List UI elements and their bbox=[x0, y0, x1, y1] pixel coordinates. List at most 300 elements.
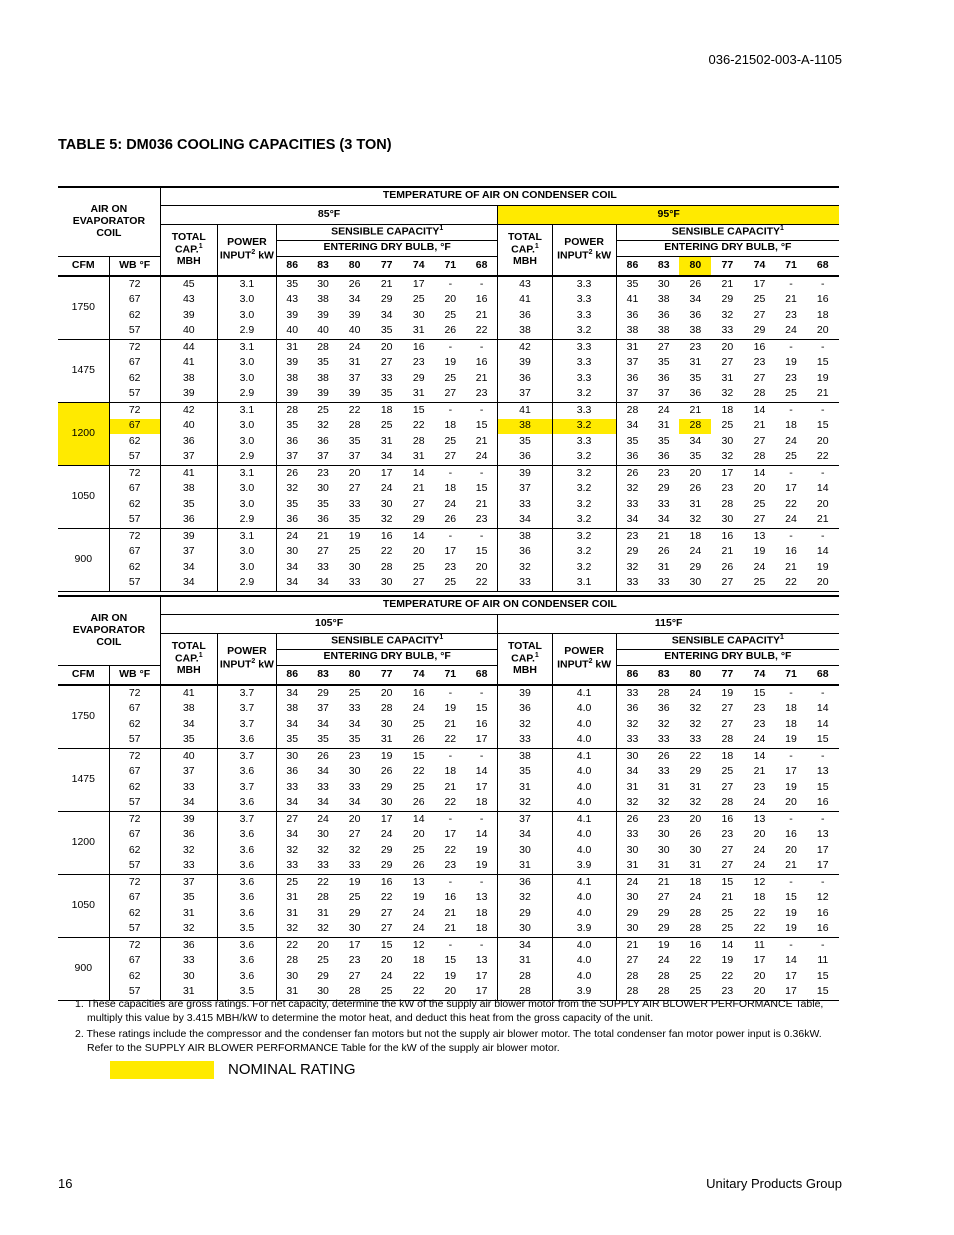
power-input-cell: 3.6 bbox=[217, 843, 276, 859]
sensible-cap-cell: 23 bbox=[466, 387, 498, 403]
sensible-cap-cell: 29 bbox=[721, 293, 734, 306]
sensible-cap-cell: 23 bbox=[317, 466, 329, 479]
sensible-cap-cell: 30 bbox=[657, 277, 670, 290]
sensible-cap-cell: 19 bbox=[785, 906, 797, 919]
sensible-cap-cell: 33 bbox=[657, 765, 670, 778]
sensible-cap-cell: 24 bbox=[380, 482, 393, 495]
sensible-cap-cell: 36 bbox=[657, 702, 670, 715]
sensible-cap-cell: 22 bbox=[276, 938, 307, 954]
sensible-cap-cell: 25 bbox=[412, 293, 425, 306]
sensible-cap-cell: 25 bbox=[380, 419, 393, 432]
power-input-cell: 4.0 bbox=[552, 796, 616, 812]
power-input-cell: 3.2 bbox=[552, 529, 616, 545]
table-row bbox=[58, 434, 839, 450]
wb-cell: 57 bbox=[109, 576, 160, 592]
total-cap-cell: 33 bbox=[160, 859, 217, 875]
sensible-cap-cell: 33 bbox=[317, 560, 329, 573]
sensible-cap-cell: 36 bbox=[276, 434, 307, 450]
sensible-cap-cell: 16 bbox=[807, 922, 839, 938]
sensible-cap-cell: 26 bbox=[403, 859, 435, 875]
sensible-cap-cell: 21 bbox=[444, 780, 457, 793]
sensible-cap-cell: 13 bbox=[412, 875, 425, 888]
sensible-cap-cell: 38 bbox=[276, 702, 307, 718]
sensible-cap-cell: 16 bbox=[785, 545, 797, 558]
entering-dry-bulb-header-left: ENTERING DRY BULB, °F bbox=[276, 649, 497, 665]
sensible-cap-cell: 35 bbox=[317, 356, 329, 369]
power-input-cell: 4.0 bbox=[552, 828, 616, 844]
total-cap-cell: 32 bbox=[498, 796, 552, 812]
power-input-cell: 3.3 bbox=[552, 293, 616, 309]
sensible-cap-cell: 24 bbox=[775, 324, 806, 340]
wb-header: WB °F bbox=[109, 665, 160, 685]
cfm-cell: 900 bbox=[58, 938, 109, 1001]
sensible-cap-cell: 21 bbox=[721, 277, 734, 290]
sensible-cap-cell: 11 bbox=[754, 938, 765, 951]
wb-cell: 67 bbox=[109, 828, 160, 844]
sensible-cap-cell: 39 bbox=[276, 356, 307, 372]
sensible-cap-cell: 35 bbox=[616, 276, 648, 293]
sensible-cap-cell: 24 bbox=[689, 686, 702, 699]
wb-cell: 62 bbox=[109, 497, 160, 513]
sensible-cap-cell: 23 bbox=[721, 482, 734, 495]
db-col-header: 83 bbox=[648, 256, 679, 276]
total-cap-cell: 30 bbox=[160, 969, 217, 985]
sensible-cap-cell: 30 bbox=[371, 796, 403, 812]
power-input-cell: 3.2 bbox=[552, 450, 616, 466]
sensible-cap-cell: 32 bbox=[679, 513, 711, 529]
sensible-cap-cell: - bbox=[448, 529, 453, 542]
sensible-cap-cell: 33 bbox=[711, 324, 743, 340]
table-row bbox=[58, 576, 839, 592]
sensible-cap-cell: - bbox=[466, 529, 498, 545]
power-input-cell: 3.6 bbox=[217, 969, 276, 985]
wb-cell: 62 bbox=[109, 560, 160, 576]
total-cap-cell: 45 bbox=[160, 276, 217, 293]
sensible-cap-cell: 30 bbox=[348, 765, 361, 778]
wb-cell: 57 bbox=[109, 324, 160, 340]
sensible-cap-cell: 20 bbox=[412, 828, 425, 841]
wb-cell: 57 bbox=[109, 450, 160, 466]
total-cap-cell: 35 bbox=[160, 497, 217, 513]
sensible-cap-cell: 25 bbox=[348, 686, 361, 699]
sensible-cap-cell: 27 bbox=[276, 812, 307, 828]
table-row bbox=[58, 828, 839, 844]
table-row bbox=[58, 560, 839, 576]
power-input-cell: 3.9 bbox=[552, 922, 616, 938]
sensible-cap-cell: 18 bbox=[466, 922, 498, 938]
sensible-cap-cell: 25 bbox=[721, 765, 734, 778]
sensible-cap-cell: 28 bbox=[317, 891, 329, 904]
sensible-cap-cell: 25 bbox=[444, 371, 457, 384]
power-input-cell: 3.1 bbox=[217, 340, 276, 356]
wb-cell: 57 bbox=[109, 387, 160, 403]
sensible-cap-cell: 33 bbox=[339, 576, 371, 592]
sensible-cap-cell: - bbox=[789, 812, 793, 825]
sensible-cap-cell: 23 bbox=[689, 340, 702, 353]
sensible-cap-cell: 41 bbox=[616, 293, 648, 309]
sensible-cap-cell: 23 bbox=[435, 859, 466, 875]
power-input-cell: 3.6 bbox=[217, 828, 276, 844]
sensible-cap-cell: - bbox=[466, 403, 498, 419]
sensible-cap-cell: 15 bbox=[753, 686, 766, 699]
sensible-cap-cell: 18 bbox=[466, 906, 498, 922]
sensible-cap-cell: 38 bbox=[317, 371, 329, 384]
total-cap-cell: 38 bbox=[498, 419, 552, 435]
power-input-cell: 3.9 bbox=[552, 859, 616, 875]
table-row bbox=[58, 513, 839, 529]
sensible-cap-cell: 34 bbox=[276, 796, 307, 812]
power-input-cell: 3.5 bbox=[217, 985, 276, 1001]
sensible-cap-cell: 24 bbox=[276, 529, 307, 545]
sensible-cap-cell: 29 bbox=[657, 482, 670, 495]
sensible-cap-cell: 32 bbox=[276, 922, 307, 938]
sensible-cap-cell: 23 bbox=[657, 812, 670, 825]
sensible-cap-cell: 21 bbox=[753, 765, 766, 778]
total-cap-cell: 38 bbox=[160, 371, 217, 387]
total-cap-cell: 29 bbox=[498, 906, 552, 922]
sensible-cap-cell: 16 bbox=[807, 796, 839, 812]
condenser-temp-header: TEMPERATURE OF AIR ON CONDENSER COIL bbox=[160, 187, 839, 205]
sensible-cap-cell: 33 bbox=[648, 576, 679, 592]
wb-header: WB °F bbox=[109, 256, 160, 276]
total-cap-cell: 43 bbox=[160, 293, 217, 309]
sensible-cap-cell: 34 bbox=[276, 685, 307, 702]
sensible-cap-cell: 39 bbox=[276, 308, 307, 324]
total-cap-cell: 35 bbox=[498, 434, 552, 450]
power-input-cell: 3.0 bbox=[217, 419, 276, 435]
sensible-cap-cell: 37 bbox=[616, 387, 648, 403]
sensible-cap-cell: 19 bbox=[785, 356, 797, 369]
sensible-cap-cell: 22 bbox=[317, 875, 329, 888]
sensible-cap-cell: 27 bbox=[753, 434, 766, 447]
sensible-cap-cell: 16 bbox=[466, 717, 498, 733]
total-cap-cell: 37 bbox=[160, 765, 217, 781]
wb-cell: 72 bbox=[109, 685, 160, 702]
sensible-cap-cell: 27 bbox=[721, 780, 734, 793]
sensible-cap-cell: 18 bbox=[785, 717, 797, 730]
sensible-cap-cell: 23 bbox=[616, 529, 648, 545]
power-input-cell: 3.5 bbox=[217, 922, 276, 938]
sensible-cap-cell: 21 bbox=[444, 717, 457, 730]
sensible-cap-cell: 25 bbox=[444, 434, 457, 447]
cooling-capacity-table-105-115 bbox=[58, 595, 839, 1001]
cfm-cell: 1750 bbox=[58, 685, 109, 749]
db-col-header: 77 bbox=[711, 256, 743, 276]
sensible-cap-cell: 33 bbox=[616, 576, 648, 592]
total-cap-cell: 41 bbox=[160, 356, 217, 372]
table-row bbox=[58, 308, 839, 324]
sensible-cap-cell: 25 bbox=[679, 985, 711, 1001]
sensible-cap-cell: 22 bbox=[412, 969, 425, 982]
sensible-cap-cell: 36 bbox=[616, 371, 648, 387]
sensible-cap-cell: 31 bbox=[689, 497, 702, 510]
sensible-cap-cell: 26 bbox=[721, 560, 734, 573]
sensible-cap-cell: 31 bbox=[721, 371, 734, 384]
sensible-cap-cell: 34 bbox=[616, 513, 648, 529]
db-col-header: 71 bbox=[435, 256, 466, 276]
sensible-cap-cell: 31 bbox=[657, 419, 670, 432]
sensible-cap-cell: 32 bbox=[276, 482, 307, 498]
sensible-cap-cell: 15 bbox=[816, 780, 829, 793]
sensible-cap-cell: 21 bbox=[657, 875, 670, 888]
sensible-cap-cell: 37 bbox=[648, 387, 679, 403]
sensible-cap-cell: 29 bbox=[412, 371, 425, 384]
sensible-cap-cell: 20 bbox=[753, 969, 766, 982]
sensible-cap-cell: 31 bbox=[403, 450, 435, 466]
sensible-cap-cell: 27 bbox=[403, 576, 435, 592]
sensible-cap-cell: 18 bbox=[753, 891, 766, 904]
db-col-header: 83 bbox=[648, 665, 679, 685]
sensible-cap-cell: 28 bbox=[648, 985, 679, 1001]
sensible-cap-cell: 30 bbox=[616, 749, 648, 765]
sensible-cap-cell: 31 bbox=[371, 733, 403, 749]
sensible-cap-cell: 25 bbox=[753, 293, 766, 306]
sensible-cap-cell: 32 bbox=[616, 560, 648, 576]
sensible-cap-cell: 39 bbox=[348, 308, 361, 321]
sensible-cap-cell: 14 bbox=[753, 466, 766, 479]
table-row bbox=[58, 450, 839, 466]
sensible-cap-cell: 33 bbox=[616, 733, 648, 749]
power-input-cell: 4.0 bbox=[552, 765, 616, 781]
sensible-cap-cell: 14 bbox=[466, 828, 498, 844]
total-cap-cell: 38 bbox=[498, 324, 552, 340]
sensible-cap-cell: 15 bbox=[412, 403, 425, 416]
total-cap-cell: 38 bbox=[160, 702, 217, 718]
db-col-header: 68 bbox=[466, 665, 498, 685]
sensible-cap-cell: 25 bbox=[775, 387, 806, 403]
wb-cell: 72 bbox=[109, 749, 160, 765]
table-row bbox=[58, 843, 839, 859]
sensible-cap-cell: 19 bbox=[775, 733, 806, 749]
sensible-cap-cell: 30 bbox=[276, 545, 307, 561]
power-input-cell: 3.0 bbox=[217, 371, 276, 387]
db-col-header: 71 bbox=[435, 665, 466, 685]
sensible-cap-cell: 33 bbox=[308, 859, 339, 875]
sensible-cap-cell: 30 bbox=[371, 576, 403, 592]
sensible-cap-cell: 38 bbox=[317, 293, 329, 306]
db-col-header: 68 bbox=[807, 256, 839, 276]
sensible-cap-cell: 19 bbox=[816, 560, 829, 573]
table-row bbox=[58, 702, 839, 718]
wb-cell: 72 bbox=[109, 276, 160, 293]
power-input-cell: 2.9 bbox=[217, 513, 276, 529]
sensible-cap-cell: 15 bbox=[466, 545, 498, 561]
temp-right-header: 115°F bbox=[498, 614, 839, 633]
db-col-header: 68 bbox=[466, 256, 498, 276]
sensible-cap-cell: 35 bbox=[339, 513, 371, 529]
sensible-cap-cell: 36 bbox=[657, 371, 670, 384]
power-input-cell: 4.1 bbox=[552, 812, 616, 828]
power-input-cell: 2.9 bbox=[217, 324, 276, 340]
power-input-header-right: POWER INPUT$^2$ kW bbox=[552, 633, 616, 685]
sensible-cap-cell: 30 bbox=[689, 843, 702, 856]
wb-cell: 72 bbox=[109, 875, 160, 891]
sensible-cap-cell: 18 bbox=[785, 702, 797, 715]
sensible-cap-cell: 21 bbox=[466, 371, 498, 387]
total-cap-cell: 36 bbox=[498, 875, 552, 891]
sensible-cap-cell: 38 bbox=[276, 371, 307, 387]
sensible-capacity-header-left: SENSIBLE CAPACITY$^1$ bbox=[276, 633, 497, 649]
wb-cell: 62 bbox=[109, 969, 160, 985]
sensible-cap-cell: 17 bbox=[466, 780, 498, 796]
sensible-cap-cell: - bbox=[821, 938, 825, 951]
sensible-cap-cell: 21 bbox=[753, 419, 766, 432]
db-col-header: 68 bbox=[807, 665, 839, 685]
sensible-cap-cell: 26 bbox=[276, 466, 307, 482]
sensible-cap-cell: 27 bbox=[371, 922, 403, 938]
sensible-cap-cell: 21 bbox=[317, 529, 329, 542]
sensible-cap-cell: 18 bbox=[816, 308, 829, 321]
cfm-header: CFM bbox=[58, 256, 109, 276]
sensible-cap-cell: 23 bbox=[753, 780, 766, 793]
sensible-cap-cell: 34 bbox=[616, 765, 648, 781]
sensible-cap-cell: 26 bbox=[616, 466, 648, 482]
air-on-evaporator-coil-header: AIR ON EVAPORATOR COIL bbox=[58, 187, 160, 256]
table-row bbox=[58, 922, 839, 938]
table-row bbox=[58, 685, 839, 702]
sensible-cap-cell: 12 bbox=[412, 938, 425, 951]
sensible-cap-cell: 28 bbox=[616, 969, 648, 985]
sensible-cap-cell: 24 bbox=[380, 828, 393, 841]
total-cap-header-right: TOTAL CAP.$^1$ MBH bbox=[498, 224, 552, 276]
sensible-cap-cell: 18 bbox=[444, 419, 457, 432]
wb-cell: 62 bbox=[109, 434, 160, 450]
sensible-cap-cell: 30 bbox=[317, 828, 329, 841]
sensible-cap-cell: 27 bbox=[711, 859, 743, 875]
sensible-cap-cell: 14 bbox=[753, 403, 766, 416]
sensible-cap-cell: 11 bbox=[817, 954, 829, 967]
table-notes bbox=[75, 997, 835, 1057]
sensible-cap-cell: 22 bbox=[412, 419, 425, 432]
sensible-cap-cell: - bbox=[821, 686, 825, 699]
sensible-cap-cell: 31 bbox=[276, 891, 307, 907]
sensible-cap-cell: 16 bbox=[466, 293, 498, 309]
wb-cell: 62 bbox=[109, 371, 160, 387]
sensible-cap-cell: 17 bbox=[785, 482, 797, 495]
sensible-cap-cell: 32 bbox=[679, 796, 711, 812]
sensible-cap-cell: 15 bbox=[380, 938, 393, 951]
sensible-cap-cell: 15 bbox=[466, 702, 498, 718]
sensible-cap-cell: - bbox=[448, 340, 453, 353]
power-input-cell: 3.6 bbox=[217, 906, 276, 922]
note-1: 1. These capacities are gross ratings. For net capacity, determine the kW of the supply air blower motor from the SUPPLY AIR BLOWER PERFORMANCE Table, multiply this value by 3.415 MBH/kW to determine the motor heat, and deduct this heat from the gross capacity of the unit. bbox=[75, 998, 824, 1024]
sensible-cap-cell: 12 bbox=[816, 891, 829, 904]
total-cap-cell: 36 bbox=[498, 371, 552, 387]
sensible-cap-cell: 32 bbox=[657, 717, 670, 730]
sensible-cap-cell: 36 bbox=[616, 308, 648, 324]
sensible-cap-cell: 25 bbox=[721, 419, 734, 432]
sensible-cap-cell: 29 bbox=[371, 859, 403, 875]
sensible-cap-cell: 32 bbox=[276, 843, 307, 859]
sensible-cap-cell: 24 bbox=[348, 340, 361, 353]
sensible-cap-cell: 28 bbox=[339, 985, 371, 1001]
sensible-cap-cell: 20 bbox=[435, 985, 466, 1001]
sensible-cap-cell: 35 bbox=[689, 371, 702, 384]
sensible-cap-cell: 28 bbox=[711, 733, 743, 749]
sensible-cap-cell: 27 bbox=[380, 906, 393, 919]
sensible-cap-cell: 31 bbox=[348, 356, 361, 369]
sensible-cap-cell: 39 bbox=[317, 308, 329, 321]
sensible-cap-cell: 32 bbox=[308, 922, 339, 938]
wb-cell: 57 bbox=[109, 985, 160, 1001]
sensible-cap-cell: - bbox=[448, 875, 453, 888]
sensible-cap-cell: 16 bbox=[380, 875, 393, 888]
power-input-cell: 4.0 bbox=[552, 717, 616, 733]
sensible-cap-cell: 22 bbox=[743, 922, 775, 938]
sensible-cap-cell: 29 bbox=[317, 686, 329, 699]
sensible-cap-cell: 22 bbox=[721, 969, 734, 982]
sensible-cap-cell: - bbox=[466, 466, 498, 482]
sensible-cap-cell: 16 bbox=[753, 340, 766, 353]
entering-dry-bulb-header-left: ENTERING DRY BULB, °F bbox=[276, 240, 497, 256]
sensible-cap-cell: 23 bbox=[711, 985, 743, 1001]
table-row bbox=[58, 529, 839, 545]
total-cap-cell: 36 bbox=[498, 702, 552, 718]
wb-cell: 57 bbox=[109, 922, 160, 938]
power-input-cell: 3.7 bbox=[217, 812, 276, 828]
sensible-cap-cell: 22 bbox=[785, 497, 797, 510]
total-cap-header-left: TOTAL CAP.$^1$ MBH bbox=[160, 224, 217, 276]
note-2: 2. These ratings include the compressor and the condenser fan motors but not the supply air blower motor. The total condenser fan motor power input is 0.36kW. Refer to the SUPPLY AIR BLOWER PERFORMANCE Table for the kW of the supply air blower motor. bbox=[75, 1028, 822, 1054]
sensible-cap-cell: 19 bbox=[348, 875, 361, 888]
total-cap-cell: 37 bbox=[498, 482, 552, 498]
sensible-cap-cell: 20 bbox=[317, 938, 329, 951]
sensible-cap-cell: - bbox=[448, 277, 453, 290]
sensible-cap-cell: 38 bbox=[616, 324, 648, 340]
sensible-cap-cell: 43 bbox=[276, 293, 307, 309]
sensible-cap-cell: 32 bbox=[689, 702, 702, 715]
wb-cell: 67 bbox=[109, 954, 160, 970]
sensible-cap-cell: 33 bbox=[616, 497, 648, 513]
sensible-cap-cell: 12 bbox=[753, 875, 766, 888]
table-row bbox=[58, 387, 839, 403]
db-col-header: 86 bbox=[276, 256, 307, 276]
sensible-cap-cell: 27 bbox=[412, 497, 425, 510]
sensible-cap-cell: 40 bbox=[308, 324, 339, 340]
sensible-cap-cell: 25 bbox=[348, 545, 361, 558]
total-cap-cell: 37 bbox=[160, 875, 217, 891]
sensible-cap-cell: 14 bbox=[816, 545, 829, 558]
sensible-cap-cell: 32 bbox=[616, 717, 648, 733]
sensible-cap-cell: 20 bbox=[380, 340, 393, 353]
total-cap-cell: 40 bbox=[160, 324, 217, 340]
cooling-capacity-table-85-95 bbox=[58, 186, 839, 592]
sensible-cap-cell: 17 bbox=[466, 733, 498, 749]
total-cap-cell: 41 bbox=[160, 685, 217, 702]
sensible-cap-cell: 18 bbox=[721, 749, 734, 762]
cfm-cell: 1475 bbox=[58, 749, 109, 812]
sensible-cap-cell: 17 bbox=[444, 828, 457, 841]
sensible-cap-cell: 23 bbox=[753, 717, 766, 730]
wb-cell: 72 bbox=[109, 466, 160, 482]
sensible-cap-cell: 24 bbox=[753, 560, 766, 573]
sensible-cap-cell: 33 bbox=[616, 828, 648, 844]
power-input-cell: 3.2 bbox=[552, 513, 616, 529]
sensible-cap-cell: 33 bbox=[380, 371, 393, 384]
sensible-cap-cell: 22 bbox=[380, 891, 393, 904]
db-col-header: 80 bbox=[679, 256, 711, 276]
power-input-cell: 3.6 bbox=[217, 859, 276, 875]
sensible-cap-cell: 21 bbox=[689, 403, 702, 416]
sensible-cap-cell: 19 bbox=[657, 938, 670, 951]
sensible-cap-cell: 28 bbox=[348, 419, 361, 432]
sensible-cap-cell: 28 bbox=[689, 906, 702, 919]
sensible-cap-cell: 25 bbox=[317, 403, 329, 416]
sensible-cap-cell: 20 bbox=[816, 434, 829, 447]
sensible-cap-cell: 22 bbox=[380, 545, 393, 558]
total-cap-cell: 43 bbox=[498, 276, 552, 293]
sensible-cap-cell: 38 bbox=[679, 324, 711, 340]
